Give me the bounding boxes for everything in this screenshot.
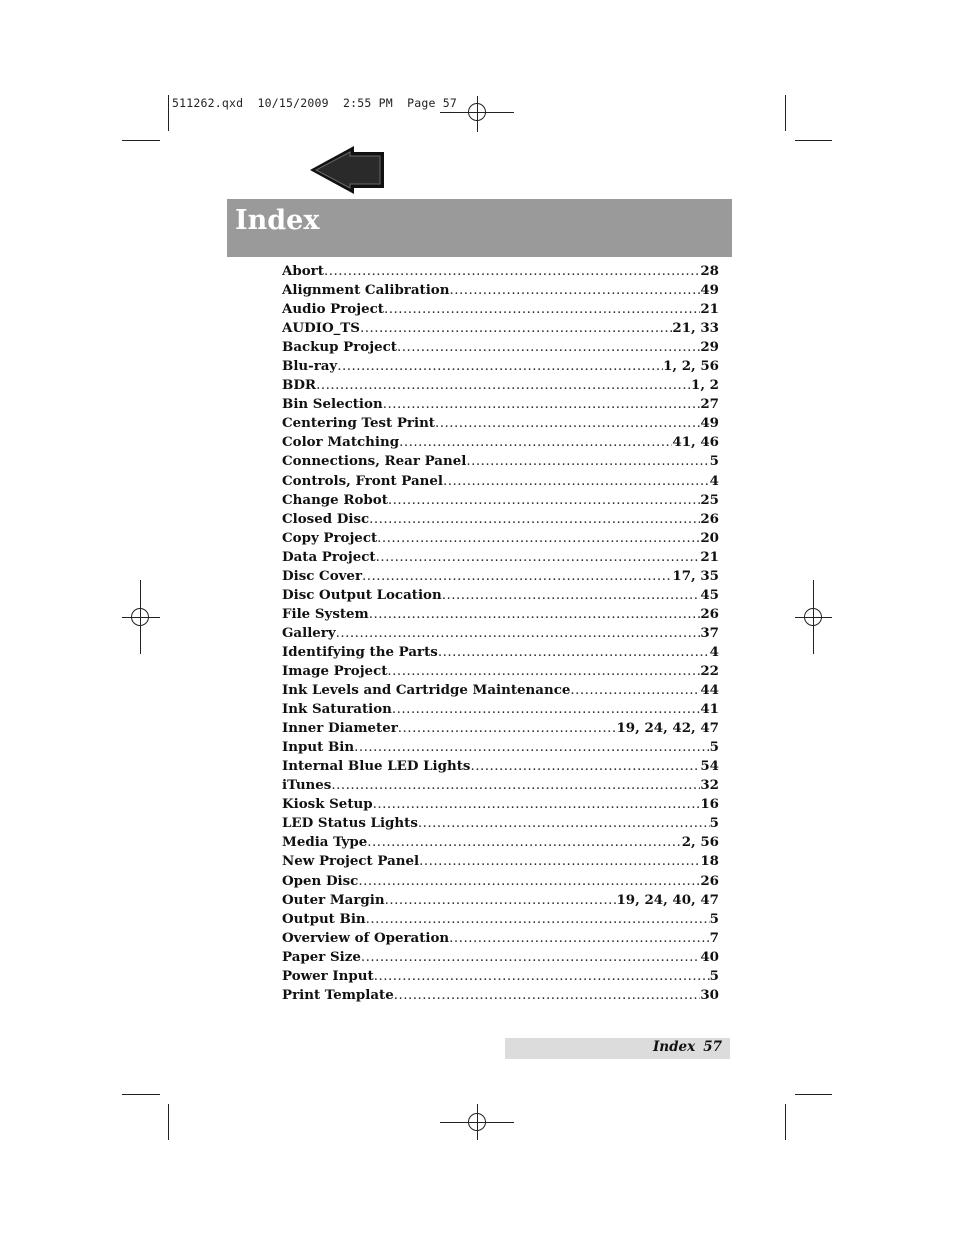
index-pages: 29 <box>700 339 719 356</box>
index-pages: 16 <box>700 796 719 813</box>
index-term: Ink Levels and Cartridge Maintenance <box>282 682 571 699</box>
index-entry[interactable] <box>282 472 719 491</box>
index-term: File System <box>282 605 369 622</box>
dot-leader <box>392 700 700 719</box>
index-entry[interactable] <box>282 872 719 891</box>
index-term: Disc Cover <box>282 567 362 584</box>
index-term: Color Matching <box>282 434 400 451</box>
index-pages: 40 <box>700 948 719 965</box>
index-pages: 1, 2, 56 <box>663 358 719 375</box>
index-pages: 30 <box>700 986 719 1003</box>
index-entry[interactable] <box>282 929 719 948</box>
index-term: Closed Disc <box>282 510 370 527</box>
index-term: Output Bin <box>282 910 366 927</box>
index-term: Power Input <box>282 967 374 984</box>
index-term: Overview of Operation <box>282 929 450 946</box>
dot-leader <box>369 605 701 624</box>
dot-leader <box>336 624 701 643</box>
index-pages: 22 <box>700 662 719 679</box>
index-entry[interactable] <box>282 624 719 643</box>
back-arrow-icon[interactable] <box>306 146 386 194</box>
index-term: Ink Saturation <box>282 701 392 718</box>
dot-leader <box>374 967 710 986</box>
index-entry[interactable] <box>282 986 719 1005</box>
index-entry[interactable] <box>282 452 719 471</box>
index-pages: 49 <box>700 282 719 299</box>
footer-section: Index <box>652 1039 696 1055</box>
index-term: Media Type <box>282 834 368 851</box>
dot-leader <box>388 491 700 510</box>
dot-leader <box>360 319 672 338</box>
index-term: Change Robot <box>282 491 388 508</box>
index-pages: 4 <box>709 472 719 489</box>
index-pages: 49 <box>700 415 719 432</box>
index-term: Internal Blue LED Lights <box>282 758 471 775</box>
dot-leader <box>331 776 700 795</box>
index-entry[interactable] <box>282 281 719 300</box>
index-term: Kiosk Setup <box>282 796 373 813</box>
index-entry[interactable] <box>282 262 719 281</box>
index-entry[interactable] <box>282 833 719 852</box>
index-term: LED Status Lights <box>282 815 418 832</box>
page-number: 57 <box>703 1039 722 1055</box>
dot-leader <box>354 738 710 757</box>
index-entry[interactable] <box>282 548 719 567</box>
index-entry[interactable] <box>282 414 719 433</box>
index-entry[interactable] <box>282 795 719 814</box>
index-term: Bin Selection <box>282 396 383 413</box>
index-entry[interactable] <box>282 491 719 510</box>
dot-leader <box>377 529 700 548</box>
index-entry[interactable] <box>282 757 719 776</box>
index-entry[interactable] <box>282 700 719 719</box>
index-term: Outer Margin <box>282 891 385 908</box>
index-pages: 26 <box>700 605 719 622</box>
index-entry[interactable] <box>282 852 719 871</box>
index-pages: 26 <box>700 872 719 889</box>
index-term: Data Project <box>282 548 376 565</box>
dot-leader <box>373 795 701 814</box>
slug-line: 511262.qxd 10/15/2009 2:55 PM Page 57 <box>172 96 457 110</box>
index-term: Paper Size <box>282 948 361 965</box>
index-pages: 2, 56 <box>681 834 719 851</box>
index-pages: 21, 33 <box>672 320 719 337</box>
index-pages: 41 <box>700 701 719 718</box>
index-term: BDR <box>282 377 317 394</box>
dot-leader <box>387 662 700 681</box>
index-term: New Project Panel <box>282 853 420 870</box>
index-term: Connections, Rear Panel <box>282 453 467 470</box>
index-entry[interactable] <box>282 319 719 338</box>
index-entry[interactable] <box>282 567 719 586</box>
dot-leader <box>397 338 700 357</box>
index-pages: 20 <box>700 529 719 546</box>
index-term: Blu-ray <box>282 358 338 375</box>
index-list <box>282 262 719 1005</box>
dot-leader <box>435 414 700 433</box>
index-entry[interactable] <box>282 967 719 986</box>
index-term: Backup Project <box>282 339 397 356</box>
index-pages: 4 <box>709 643 719 660</box>
index-term: iTunes <box>282 777 332 794</box>
index-pages: 37 <box>700 624 719 641</box>
index-entry[interactable] <box>282 681 719 700</box>
dot-leader <box>398 719 617 738</box>
index-pages: 32 <box>700 777 719 794</box>
index-entry[interactable] <box>282 376 719 395</box>
index-entry[interactable] <box>282 605 719 624</box>
index-entry[interactable] <box>282 586 719 605</box>
index-term: Identifying the Parts <box>282 643 438 660</box>
index-term: AUDIO_TS <box>282 320 360 337</box>
index-entry[interactable] <box>282 433 719 452</box>
dot-leader <box>394 986 701 1005</box>
index-entry[interactable] <box>282 776 719 795</box>
dot-leader <box>385 891 617 910</box>
page-title: Index <box>235 205 320 236</box>
dot-leader <box>443 472 710 491</box>
dot-leader <box>316 376 691 395</box>
index-entry[interactable] <box>282 300 719 319</box>
index-pages: 18 <box>700 853 719 870</box>
index-pages: 5 <box>709 453 719 470</box>
index-entry[interactable] <box>282 529 719 548</box>
index-entry[interactable] <box>282 891 719 910</box>
dot-leader <box>384 300 700 319</box>
dot-leader <box>570 681 700 700</box>
index-term: Audio Project <box>282 301 384 318</box>
dot-leader <box>449 929 710 948</box>
index-pages: 28 <box>700 263 719 279</box>
dot-leader <box>324 262 700 281</box>
index-pages: 5 <box>709 739 719 756</box>
index-pages: 45 <box>700 586 719 603</box>
index-entry[interactable] <box>282 395 719 414</box>
dot-leader <box>419 852 700 871</box>
index-term: Open Disc <box>282 872 359 889</box>
index-entry[interactable] <box>282 910 719 929</box>
dot-leader <box>358 872 700 891</box>
dot-leader <box>383 395 701 414</box>
index-term: Centering Test Print <box>282 415 435 432</box>
dot-leader <box>466 452 709 471</box>
index-pages: 5 <box>709 815 719 832</box>
index-pages: 5 <box>709 910 719 927</box>
index-entry[interactable] <box>282 948 719 967</box>
dot-leader <box>362 567 672 586</box>
index-pages: 21 <box>700 548 719 565</box>
index-pages: 5 <box>709 967 719 984</box>
index-term: Input Bin <box>282 739 355 756</box>
index-entry[interactable] <box>282 357 719 376</box>
index-term: Disc Output Location <box>282 586 442 603</box>
index-pages: 54 <box>700 758 719 775</box>
index-pages: 17, 35 <box>672 567 719 584</box>
index-term: Print Template <box>282 986 394 1003</box>
dot-leader <box>369 510 700 529</box>
dot-leader <box>366 910 710 929</box>
index-term: Inner Diameter <box>282 720 398 737</box>
index-term: Image Project <box>282 662 388 679</box>
index-pages: 27 <box>700 396 719 413</box>
dot-leader <box>337 357 663 376</box>
index-pages: 41, 46 <box>672 434 719 451</box>
dot-leader <box>449 281 700 300</box>
dot-leader <box>470 757 700 776</box>
index-term: Controls, Front Panel <box>282 472 444 489</box>
index-pages: 25 <box>700 491 719 508</box>
index-pages: 19, 24, 42, 47 <box>616 720 719 737</box>
index-entry[interactable] <box>282 643 719 662</box>
index-pages: 19, 24, 40, 47 <box>616 891 719 908</box>
index-pages: 1, 2 <box>691 377 719 394</box>
index-entry[interactable] <box>282 662 719 681</box>
index-pages: 7 <box>709 929 719 946</box>
index-entry[interactable] <box>282 738 719 757</box>
dot-leader <box>418 814 710 833</box>
index-pages: 26 <box>700 510 719 527</box>
index-entry[interactable] <box>282 510 719 529</box>
index-term: Copy Project <box>282 529 378 546</box>
dot-leader <box>376 548 701 567</box>
dot-leader <box>361 948 700 967</box>
index-term: Gallery <box>282 624 336 641</box>
index-pages: 44 <box>700 682 719 699</box>
page-footer <box>505 1038 730 1059</box>
index-entry[interactable] <box>282 338 719 357</box>
dot-leader <box>399 433 672 452</box>
dot-leader <box>438 643 710 662</box>
index-pages: 21 <box>700 301 719 318</box>
index-header-banner <box>227 199 732 257</box>
dot-leader <box>442 586 701 605</box>
dot-leader <box>367 833 681 852</box>
index-term: Alignment Calibration <box>282 282 450 299</box>
index-entry[interactable] <box>282 814 719 833</box>
index-term: Abort <box>282 263 324 279</box>
index-entry[interactable] <box>282 719 719 738</box>
